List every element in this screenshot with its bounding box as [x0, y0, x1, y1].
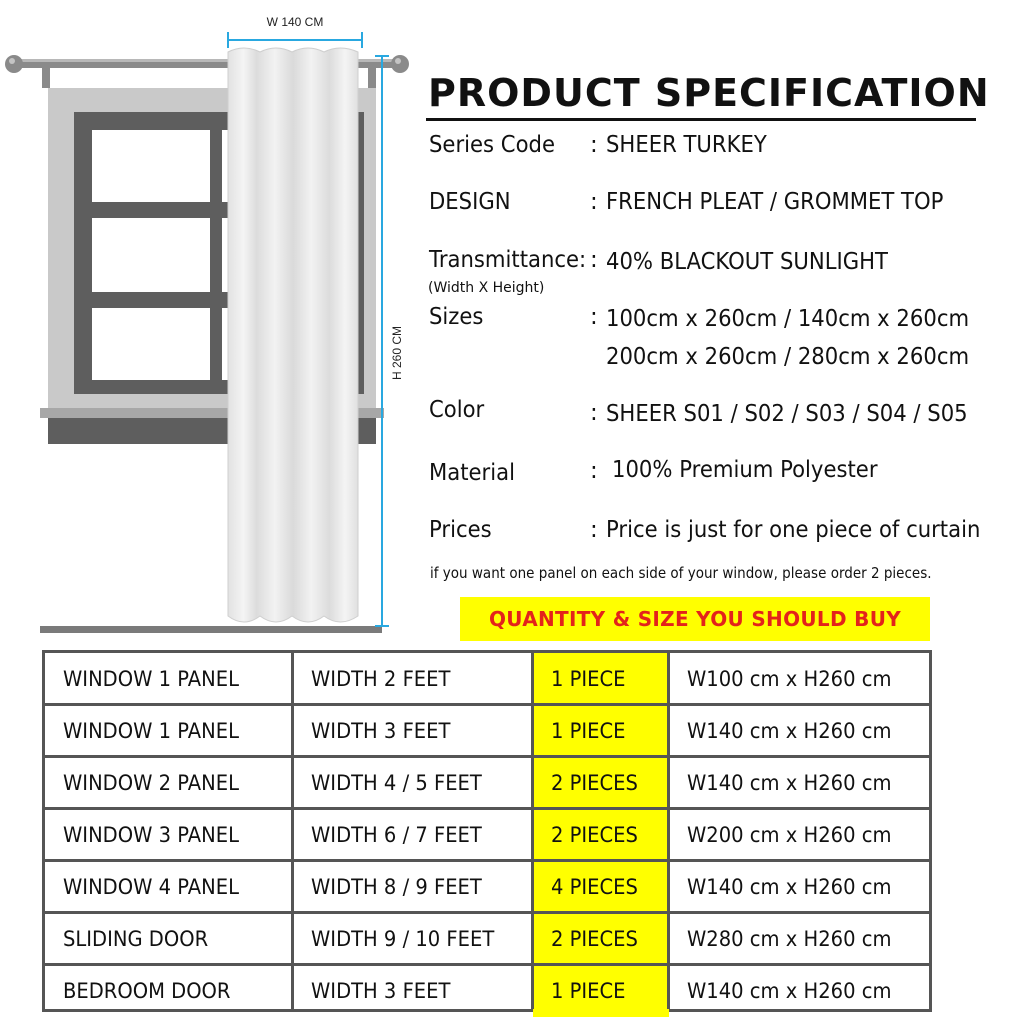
table-cell-width	[293, 757, 533, 809]
table-cell-text: 4 PIECES	[551, 875, 638, 899]
spec-value-material: 100% Premium Polyester	[612, 457, 878, 483]
table-cell-pieces	[533, 809, 669, 861]
width-dimension	[228, 32, 362, 48]
table-cell-size	[669, 861, 929, 913]
table-cell-text: 1 PIECE	[551, 979, 626, 1003]
row-divider	[45, 703, 929, 706]
table-cell-text: 2 PIECES	[551, 771, 638, 795]
table-cell-text: WIDTH 4 / 5 FEET	[311, 771, 482, 795]
row-divider	[45, 755, 929, 758]
quantity-banner-text: QUANTITY & SIZE YOU SHOULD BUY	[488, 607, 902, 631]
table-cell-text: W140 cm x H260 cm	[687, 771, 892, 795]
table-cell-location	[45, 809, 293, 861]
table-cell-width	[293, 965, 533, 1017]
rod-finial-right	[391, 55, 409, 73]
width-label: W 140 CM	[266, 15, 324, 29]
table-cell-text: 2 PIECES	[551, 823, 638, 847]
row-divider	[45, 859, 929, 862]
spec-label-series-code: Series Code	[429, 132, 555, 158]
table-cell-width	[293, 809, 533, 861]
spec-label-transmittance: Transmittance:	[429, 247, 587, 273]
table-cell-text: WIDTH 3 FEET	[311, 979, 451, 1003]
table-cell-pieces	[533, 861, 669, 913]
table-cell-pieces	[533, 653, 669, 705]
spec-colon: :	[590, 400, 598, 426]
table-cell-pieces	[533, 705, 669, 757]
table-cell-pieces	[533, 757, 669, 809]
table-cell-size	[669, 965, 929, 1017]
table-row	[45, 653, 929, 705]
table-cell-text: WIDTH 9 / 10 FEET	[311, 927, 495, 951]
table-cell-text: BEDROOM DOOR	[63, 979, 231, 1003]
table-cell-location	[45, 705, 293, 757]
table-cell-text: WIDTH 2 FEET	[311, 667, 451, 691]
table-cell-text: SLIDING DOOR	[63, 927, 209, 951]
table-cell-width	[293, 913, 533, 965]
spec-label-design: DESIGN	[429, 189, 511, 215]
table-cell-text: W140 cm x H260 cm	[687, 875, 892, 899]
rod-bracket-right	[368, 64, 376, 88]
column-divider	[291, 653, 294, 1009]
table-row	[45, 705, 929, 757]
table-cell-size	[669, 653, 929, 705]
spec-colon: :	[590, 304, 598, 330]
table-row	[45, 965, 929, 1017]
spec-colon: :	[590, 132, 598, 158]
table-cell-pieces	[533, 913, 669, 965]
table-cell-location	[45, 861, 293, 913]
table-cell-text: WINDOW 2 PANEL	[63, 771, 239, 795]
table-cell-text: W140 cm x H260 cm	[687, 979, 892, 1003]
table-cell-text: WINDOW 1 PANEL	[63, 719, 239, 743]
table-cell-width	[293, 653, 533, 705]
table-row	[45, 757, 929, 809]
table-row	[45, 913, 929, 965]
table-cell-text: WIDTH 6 / 7 FEET	[311, 823, 482, 847]
spec-colon: :	[590, 247, 598, 273]
table-cell-text: WINDOW 1 PANEL	[63, 667, 239, 691]
spec-value-sizes-1: 100cm x 260cm / 140cm x 260cm	[606, 306, 970, 332]
table-row	[45, 861, 929, 913]
table-cell-text: 1 PIECE	[551, 667, 626, 691]
table-cell-text: W280 cm x H260 cm	[687, 927, 892, 951]
spec-label-sizes: Sizes	[429, 304, 484, 330]
table-cell-width	[293, 705, 533, 757]
table-cell-text: 1 PIECE	[551, 719, 626, 743]
spec-value-prices: Price is just for one piece of curtain	[606, 517, 981, 543]
column-divider	[531, 653, 534, 1009]
spec-colon: :	[590, 517, 598, 543]
spec-label-color: Color	[429, 397, 485, 423]
title-underline	[426, 118, 976, 121]
spec-colon: :	[590, 189, 598, 215]
spec-value-design: FRENCH PLEAT / GROMMET TOP	[606, 189, 944, 215]
quantity-banner	[460, 597, 930, 641]
spec-value-sizes-2: 200cm x 260cm / 280cm x 260cm	[606, 344, 970, 370]
table-cell-text: WIDTH 8 / 9 FEET	[311, 875, 482, 899]
height-label: H 260 CM	[390, 325, 404, 381]
spec-value-series-code: SHEER TURKEY	[606, 132, 767, 158]
table-cell-location	[45, 913, 293, 965]
spec-value-transmittance: 40% BLACKOUT SUNLIGHT	[606, 249, 888, 275]
spec-sublabel-dimensions: (Width X Height)	[428, 280, 545, 296]
table-cell-text: WIDTH 3 FEET	[311, 719, 451, 743]
order-note: if you want one panel on each side of your window, please order 2 pieces.	[430, 564, 932, 582]
quantity-table	[42, 650, 932, 1012]
column-divider	[667, 653, 670, 1009]
floor-line	[40, 626, 382, 633]
curtain-panel	[228, 48, 358, 622]
table-cell-text: WINDOW 4 PANEL	[63, 875, 239, 899]
table-cell-size	[669, 705, 929, 757]
table-cell-text: W200 cm x H260 cm	[687, 823, 892, 847]
table-cell-size	[669, 809, 929, 861]
spec-title: PRODUCT SPECIFICATION	[428, 71, 990, 115]
curtain-illustration	[0, 0, 420, 640]
table-cell-size	[669, 913, 929, 965]
spec-value-color: SHEER S01 / S02 / S03 / S04 / S05	[606, 401, 968, 427]
table-cell-text: WINDOW 3 PANEL	[63, 823, 239, 847]
table-cell-width	[293, 861, 533, 913]
spec-colon: :	[590, 458, 598, 484]
table-cell-size	[669, 757, 929, 809]
table-cell-text: W140 cm x H260 cm	[687, 719, 892, 743]
row-divider	[45, 911, 929, 914]
height-dimension	[375, 56, 389, 626]
table-cell-location	[45, 757, 293, 809]
spec-label-prices: Prices	[429, 517, 492, 543]
table-cell-location	[45, 653, 293, 705]
table-cell-text: 2 PIECES	[551, 927, 638, 951]
spec-label-material: Material	[429, 460, 515, 486]
rod-finial-left	[5, 55, 23, 73]
table-cell-pieces	[533, 965, 669, 1017]
rod-bracket-left	[42, 64, 50, 88]
table-cell-location	[45, 965, 293, 1017]
row-divider	[45, 963, 929, 966]
table-cell-text: W100 cm x H260 cm	[687, 667, 892, 691]
row-divider	[45, 807, 929, 810]
table-row	[45, 809, 929, 861]
